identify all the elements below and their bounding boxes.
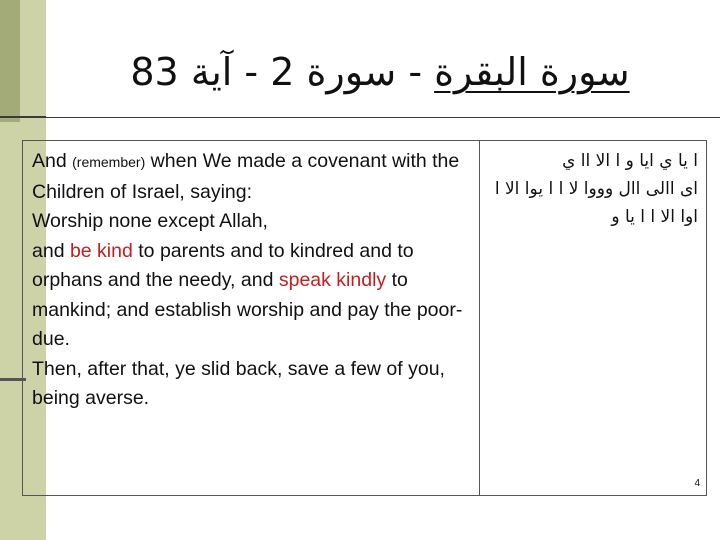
arabic-line-3: اوا الا ا ا يا و	[611, 207, 698, 227]
title-surah-label: سورة	[306, 50, 397, 94]
title-surah-number: 2	[270, 50, 295, 94]
page-number: 4	[694, 478, 700, 489]
arabic-line-1: ا يا ي ايا و ا الا اا ي	[562, 151, 698, 171]
frame-left-hook	[0, 378, 26, 381]
english-line-kindness: and be kind to parents and to kindred and to orphans and the needy, and speak kindly to mankind; and establish worship and pay the poor-due.	[32, 239, 463, 350]
title-surah-name: سورة البقرة	[434, 50, 630, 94]
highlight-speak-kindly: speak kindly	[278, 269, 387, 291]
title-rule	[46, 117, 720, 118]
remember-note: (remember)	[72, 154, 146, 170]
title-ayah-label: آية	[190, 50, 233, 94]
english-line-averse: Then, after that, ye slid back, save a few of you, being averse.	[32, 357, 445, 409]
english-translation	[32, 147, 478, 414]
slide-title	[60, 40, 700, 104]
title-separator-2: -	[232, 50, 271, 94]
column-divider	[479, 140, 480, 496]
arabic-line-2: اى االى اال وووا لا ا ا يوا الا ا	[494, 179, 698, 199]
title-ayah-number: 83	[130, 50, 179, 94]
highlight-be-kind: be kind	[69, 239, 133, 262]
title-separator-1: -	[396, 50, 435, 94]
title-rule-accent	[0, 116, 46, 118]
english-line-covenant: And (remember) when We made a covenant with the Children of Israel, saying:	[32, 150, 460, 203]
arabic-verse	[484, 147, 698, 231]
english-line-worship: Worship none except Allah,	[32, 210, 268, 232]
left-sidebar-accent	[0, 0, 20, 122]
